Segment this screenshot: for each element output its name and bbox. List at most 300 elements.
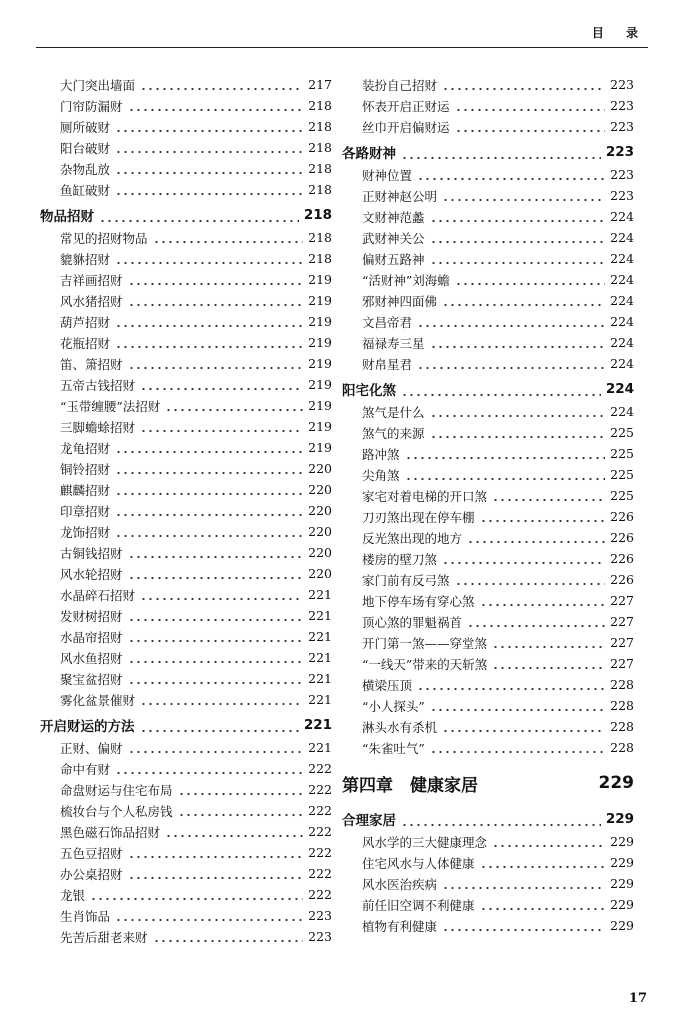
toc-entry-title: 风水鱼招财: [60, 650, 123, 666]
toc-entry-title: 尖角煞: [362, 467, 400, 483]
toc-entry-page: 224: [610, 209, 634, 224]
dot-leader: [128, 563, 304, 584]
toc-section: [342, 140, 634, 164]
toc-entry-title: 发财树招财: [60, 608, 123, 624]
dot-leader: [492, 485, 605, 506]
dot-leader: [153, 926, 304, 947]
toc-entry: [40, 905, 332, 926]
toc-entry-page: 220: [308, 524, 332, 539]
toc-entry-page: 224: [610, 314, 634, 329]
dot-leader: [405, 464, 606, 485]
toc-entry-title: 楼房的壁刀煞: [362, 551, 438, 567]
toc-entry: [342, 464, 634, 485]
toc-entry: [40, 842, 332, 863]
dot-leader: [140, 374, 303, 395]
toc-entry: [342, 116, 634, 137]
toc-entry-title: 武财神关公: [362, 230, 425, 246]
toc-entry: [40, 500, 332, 521]
toc-entry-page: 229: [610, 918, 634, 933]
dot-leader: [430, 695, 605, 716]
toc-entry-title: 刀刃煞出现在停车棚: [362, 509, 475, 525]
dot-leader: [480, 506, 606, 527]
toc-entry: [342, 852, 634, 873]
toc-entry-page: 224: [610, 251, 634, 266]
toc-entry-page: 222: [308, 887, 332, 902]
dot-leader: [401, 809, 601, 830]
toc-entry: [342, 527, 634, 548]
toc-entry-page: 218: [308, 140, 332, 155]
toc-entry-page: 221: [308, 740, 332, 755]
toc-entry: [342, 206, 634, 227]
toc-entry: [40, 95, 332, 116]
dot-leader: [128, 605, 304, 626]
dot-leader: [115, 437, 303, 458]
dot-leader: [430, 401, 606, 422]
toc-entry-page: 217: [308, 77, 332, 92]
toc-entry-title: 铜铃招财: [60, 461, 111, 477]
dot-leader: [483, 773, 594, 794]
toc-entry-page: 227: [610, 593, 634, 608]
toc-entry-title: 第四章 健康家居: [342, 775, 478, 796]
toc-entry-page: 222: [308, 866, 332, 881]
toc-entry-title: 风水医治疾病: [362, 876, 438, 892]
dot-leader: [442, 873, 605, 894]
toc-entry-title: 家门前有反弓煞: [362, 572, 450, 588]
toc-entry-title: 前任旧空调不利健康: [362, 897, 475, 913]
toc-entry-page: 224: [610, 293, 634, 308]
toc-entry-title: 煞气的来源: [362, 425, 425, 441]
dot-leader: [442, 185, 605, 206]
dot-leader: [115, 116, 303, 137]
dot-leader: [153, 227, 304, 248]
dot-leader: [128, 269, 304, 290]
toc-entry: [40, 689, 332, 710]
toc-entry-title: 鱼缸破财: [60, 182, 111, 198]
toc-entry: [40, 227, 332, 248]
toc-entry: [40, 521, 332, 542]
dot-leader: [140, 416, 303, 437]
toc-entry: [40, 311, 332, 332]
toc-entry-page: 221: [308, 692, 332, 707]
toc-entry: [342, 74, 634, 95]
toc-entry: [40, 416, 332, 437]
toc-entry-page: 218: [308, 98, 332, 113]
toc-entry: [40, 884, 332, 905]
toc-entry-title: 三脚蟾蜍招财: [60, 419, 136, 435]
toc-entry: [342, 632, 634, 653]
dot-leader: [115, 158, 303, 179]
toc-entry-page: 229: [610, 834, 634, 849]
toc-entry-page: 218: [308, 251, 332, 266]
toc-entry: [40, 479, 332, 500]
dot-leader: [417, 164, 605, 185]
toc-entry-page: 219: [308, 272, 332, 287]
toc-entry: [40, 158, 332, 179]
toc-entry-page: 218: [303, 207, 332, 223]
dot-leader: [128, 626, 304, 647]
toc-entry-title: 煞气是什么: [362, 404, 425, 420]
toc-entry: [40, 269, 332, 290]
toc-entry-title: 地下停车场有穿心煞: [362, 593, 475, 609]
toc-entry-page: 220: [308, 482, 332, 497]
toc-entry-page: 219: [308, 440, 332, 455]
toc-entry-title: 福禄寿三星: [362, 335, 425, 351]
toc-entry-page: 218: [308, 182, 332, 197]
toc-entry-title: 先苦后甜老来财: [60, 929, 148, 945]
toc-entry: [342, 311, 634, 332]
toc-entry-title: 物品招财: [40, 209, 94, 225]
toc-entry: [342, 227, 634, 248]
toc-entry-page: 229: [610, 897, 634, 912]
toc-entry: [342, 422, 634, 443]
toc-entry: [40, 626, 332, 647]
toc-entry-title: 命中有财: [60, 761, 111, 777]
toc-entry-page: 219: [308, 398, 332, 413]
dot-leader: [178, 779, 304, 800]
toc-entry-title: 正财、偏财: [60, 740, 123, 756]
toc-entry-page: 227: [610, 635, 634, 650]
dot-leader: [115, 248, 303, 269]
dot-leader: [115, 332, 303, 353]
toc-entry-title: 文财神范蠡: [362, 209, 425, 225]
toc-entry-title: 顶心煞的罪魁祸首: [362, 614, 463, 630]
toc-entry-page: 223: [308, 908, 332, 923]
toc-entry-title: 花瓶招财: [60, 335, 111, 351]
toc-entry: [342, 95, 634, 116]
dot-leader: [128, 353, 304, 374]
dot-leader: [115, 479, 303, 500]
toc-entry-page: 224: [610, 335, 634, 350]
dot-leader: [467, 611, 605, 632]
dot-leader: [115, 137, 303, 158]
dot-leader: [417, 674, 605, 695]
toc-entry: [342, 611, 634, 632]
toc-entry-title: 古铜钱招财: [60, 545, 123, 561]
toc-entry: [342, 332, 634, 353]
dot-leader: [115, 458, 303, 479]
toc-entry: [342, 485, 634, 506]
toc-entry-title: 偏财五路神: [362, 251, 425, 267]
toc-entry-title: “朱雀吐气”: [362, 740, 425, 756]
toc-entry-title: 五帝古钱招财: [60, 377, 136, 393]
dot-leader: [165, 821, 303, 842]
toc-entry-page: 228: [610, 719, 634, 734]
toc-entry-page: 226: [610, 509, 634, 524]
toc-section: [342, 807, 634, 831]
dot-leader: [430, 332, 606, 353]
dot-leader: [430, 422, 606, 443]
dot-leader: [455, 116, 606, 137]
toc-entry: [40, 374, 332, 395]
toc-entry: [40, 863, 332, 884]
dot-leader: [140, 584, 303, 605]
toc-section: [342, 377, 634, 401]
toc-entry-page: 228: [610, 740, 634, 755]
dot-leader: [128, 647, 304, 668]
toc-section: [40, 713, 332, 737]
toc-section: [40, 203, 332, 227]
toc-entry-page: 218: [308, 161, 332, 176]
toc-entry: [40, 584, 332, 605]
toc-entry-title: 貔貅招财: [60, 251, 111, 267]
toc-entry: [342, 548, 634, 569]
toc-entry: [342, 873, 634, 894]
toc-entry-page: 221: [303, 717, 332, 733]
dot-leader: [480, 894, 606, 915]
dot-leader: [455, 569, 606, 590]
dot-leader: [480, 852, 606, 873]
toc-entry-title: 装扮自己招财: [362, 77, 438, 93]
dot-leader: [467, 527, 605, 548]
dot-leader: [90, 884, 303, 905]
toc-entry-page: 220: [308, 461, 332, 476]
toc-entry: [342, 695, 634, 716]
toc-entry-title: 财神位置: [362, 167, 413, 183]
dot-leader: [115, 311, 303, 332]
toc-entry-title: “玉带缠腰”法招财: [60, 398, 161, 414]
dot-leader: [430, 227, 606, 248]
toc-entry-title: 文昌帝君: [362, 314, 413, 330]
toc-entry-title: 生肖饰品: [60, 908, 111, 924]
toc-entry-title: 笛、箫招财: [60, 356, 123, 372]
dot-leader: [115, 179, 303, 200]
toc-entry-page: 221: [308, 671, 332, 686]
toc-entry: [342, 290, 634, 311]
toc-entry: [40, 779, 332, 800]
toc-entry: [342, 915, 634, 936]
toc-entry: [342, 831, 634, 852]
dot-leader: [128, 842, 304, 863]
toc-entry-page: 223: [308, 929, 332, 944]
toc-entry-page: 224: [610, 404, 634, 419]
toc-entry: [40, 395, 332, 416]
toc-entry: [40, 179, 332, 200]
toc-entry-page: 223: [605, 144, 634, 160]
toc-entry-title: 命盘财运与住宅布局: [60, 782, 173, 798]
toc-entry: [40, 668, 332, 689]
toc-entry: [342, 164, 634, 185]
toc-entry-page: 221: [308, 587, 332, 602]
toc-entry: [342, 506, 634, 527]
dot-leader: [492, 653, 605, 674]
toc-entry-page: 219: [308, 356, 332, 371]
toc-entry-title: 葫芦招财: [60, 314, 111, 330]
toc-entry-title: 雾化盆景催财: [60, 692, 136, 708]
toc-entry-title: 黑色磁石饰品招财: [60, 824, 161, 840]
toc-entry-title: 合理家居: [342, 813, 396, 829]
toc-left-column: [40, 74, 332, 947]
toc-entry: [40, 800, 332, 821]
toc-entry: [40, 437, 332, 458]
toc-entry-page: 228: [610, 698, 634, 713]
toc-entry-page: 219: [308, 419, 332, 434]
toc-entry-page: 223: [610, 119, 634, 134]
toc-entry-title: 淋头水有杀机: [362, 719, 438, 735]
dot-leader: [455, 95, 606, 116]
dot-leader: [455, 269, 605, 290]
toc-entry-page: 220: [308, 503, 332, 518]
toc-entry-title: 横梁压顶: [362, 677, 413, 693]
toc-entry-page: 229: [605, 811, 634, 827]
dot-leader: [442, 548, 605, 569]
toc-entry-title: 水晶帘招财: [60, 629, 123, 645]
toc-entry-title: 办公桌招财: [60, 866, 123, 882]
dot-leader: [140, 74, 303, 95]
toc-entry-title: 大门突出墙面: [60, 77, 136, 93]
toc-entry-title: 反光煞出现的地方: [362, 530, 463, 546]
toc-entry-title: 财帛星君: [362, 356, 413, 372]
toc-entry-page: 224: [605, 381, 634, 397]
toc-entry-title: 开启财运的方法: [40, 719, 135, 735]
dot-leader: [115, 905, 303, 926]
toc-entry-page: 224: [610, 356, 634, 371]
dot-leader: [492, 831, 605, 852]
toc-right-column: [342, 74, 634, 936]
dot-leader: [165, 395, 303, 416]
toc-chapter: [342, 762, 634, 804]
toc-entry: [342, 894, 634, 915]
toc-entry-title: “一线天”带来的天斩煞: [362, 656, 488, 672]
dot-leader: [115, 758, 303, 779]
toc-entry-title: 邪财神四面佛: [362, 293, 438, 309]
page-number: 17: [628, 991, 647, 1006]
toc-entry: [40, 758, 332, 779]
dot-leader: [115, 500, 303, 521]
toc-entry: [342, 353, 634, 374]
toc-entry-page: 221: [308, 629, 332, 644]
toc-entry-title: 植物有利健康: [362, 918, 438, 934]
dot-leader: [128, 863, 304, 884]
toc-entry: [40, 290, 332, 311]
toc-entry-title: 正财神赵公明: [362, 188, 438, 204]
toc-entry-page: 223: [610, 77, 634, 92]
toc-entry-title: “小人探头”: [362, 698, 425, 714]
toc-entry-page: 219: [308, 293, 332, 308]
toc-entry-title: 住宅风水与人体健康: [362, 855, 475, 871]
dot-leader: [401, 379, 601, 400]
toc-entry: [342, 569, 634, 590]
toc-entry-page: 222: [308, 803, 332, 818]
toc-entry: [40, 647, 332, 668]
toc-entry-title: 门帘防漏财: [60, 98, 123, 114]
toc-entry: [342, 653, 634, 674]
toc-entry-page: 224: [610, 272, 634, 287]
toc-entry-page: 226: [610, 530, 634, 545]
toc-entry: [40, 542, 332, 563]
toc-entry-title: 风水猪招财: [60, 293, 123, 309]
dot-leader: [99, 205, 299, 226]
toc-entry-page: 229: [610, 855, 634, 870]
toc-entry: [342, 716, 634, 737]
dot-leader: [401, 142, 601, 163]
toc-entry-page: 220: [308, 545, 332, 560]
dot-leader: [442, 716, 605, 737]
toc-entry-title: 丝巾开启偏财运: [362, 119, 450, 135]
toc-entry: [40, 116, 332, 137]
toc-entry: [40, 74, 332, 95]
toc-entry-title: 杂物乱放: [60, 161, 111, 177]
toc-entry-page: 226: [610, 572, 634, 587]
dot-leader: [430, 737, 605, 758]
toc-entry-title: 厕所破财: [60, 119, 111, 135]
toc-entry: [342, 185, 634, 206]
dot-leader: [140, 689, 303, 710]
toc-entry: [40, 926, 332, 947]
toc-entry: [40, 353, 332, 374]
toc-entry-page: 218: [308, 230, 332, 245]
toc-entry-title: 开门第一煞——穿堂煞: [362, 635, 488, 651]
toc-entry-page: 227: [610, 656, 634, 671]
toc-entry: [40, 821, 332, 842]
toc-entry-page: 228: [610, 677, 634, 692]
toc-entry: [342, 590, 634, 611]
toc-entry-title: 梳妆台与个人私房钱: [60, 803, 173, 819]
toc-entry-title: 阳宅化煞: [342, 383, 396, 399]
toc-entry-title: 风水学的三大健康理念: [362, 834, 488, 850]
dot-leader: [442, 290, 605, 311]
toc-entry: [342, 401, 634, 422]
toc-entry: [342, 443, 634, 464]
toc-entry-page: 219: [308, 335, 332, 350]
toc-entry-page: 227: [610, 614, 634, 629]
toc-entry-page: 222: [308, 824, 332, 839]
dot-leader: [430, 248, 606, 269]
dot-leader: [128, 542, 304, 563]
dot-leader: [480, 590, 606, 611]
toc-entry-title: 吉祥画招财: [60, 272, 123, 288]
toc-entry-title: “活财神”刘海蟾: [362, 272, 450, 288]
toc-entry-page: 219: [308, 377, 332, 392]
toc-entry-title: 路冲煞: [362, 446, 400, 462]
toc-entry: [342, 737, 634, 758]
toc-entry-page: 229: [610, 876, 634, 891]
toc-entry-page: 229: [598, 773, 634, 793]
toc-entry-page: 222: [308, 761, 332, 776]
dot-leader: [442, 915, 605, 936]
toc-entry-title: 风水轮招财: [60, 566, 123, 582]
toc-entry-title: 各路财神: [342, 146, 396, 162]
toc-entry-title: 五色豆招财: [60, 845, 123, 861]
dot-leader: [140, 715, 299, 736]
toc-entry-page: 225: [610, 488, 634, 503]
dot-leader: [128, 290, 304, 311]
toc-entry-page: 220: [308, 566, 332, 581]
toc-entry-title: 龙银: [60, 887, 86, 903]
toc-entry: [40, 605, 332, 626]
toc-entry-page: 224: [610, 230, 634, 245]
toc-entry: [40, 737, 332, 758]
toc-entry-title: 家宅对着电梯的开口煞: [362, 488, 488, 504]
header-rule: [36, 47, 648, 48]
toc-entry-page: 223: [610, 188, 634, 203]
toc-entry-page: 225: [610, 467, 634, 482]
dot-leader: [128, 668, 304, 689]
dot-leader: [492, 632, 605, 653]
toc-entry-page: 218: [308, 119, 332, 134]
toc-entry-page: 219: [308, 314, 332, 329]
dot-leader: [405, 443, 606, 464]
dot-leader: [417, 311, 605, 332]
toc-entry-page: 221: [308, 608, 332, 623]
dot-leader: [417, 353, 605, 374]
toc-entry-title: 怀表开启正财运: [362, 98, 450, 114]
toc-entry: [342, 269, 634, 290]
toc-entry-page: 222: [308, 782, 332, 797]
dot-leader: [430, 206, 606, 227]
toc-entry-page: 225: [610, 425, 634, 440]
toc-entry: [40, 563, 332, 584]
toc-entry: [40, 332, 332, 353]
